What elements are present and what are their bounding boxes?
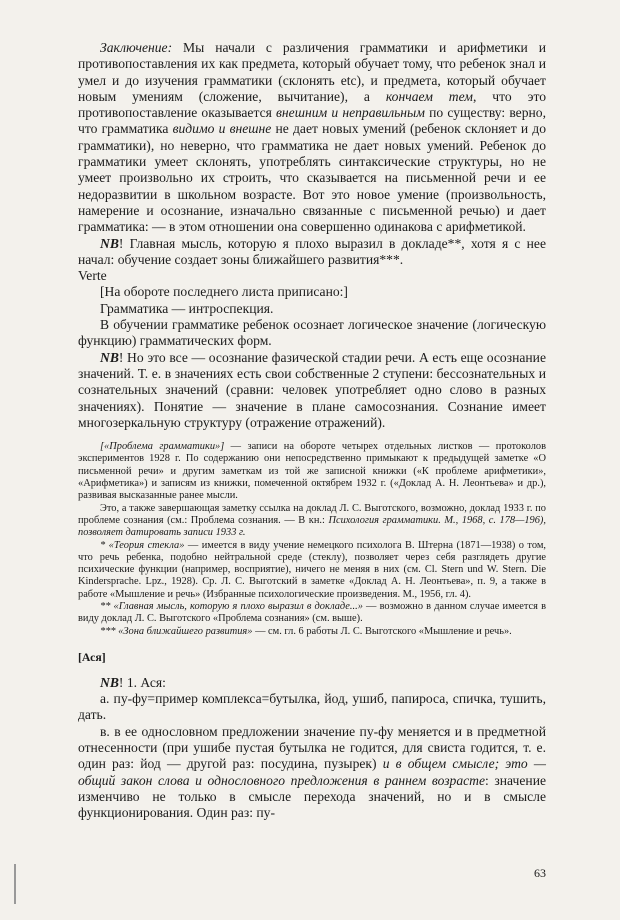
page-body (78, 40, 546, 822)
paragraph-meanings: NB! Но это все — осознание фазической стадии речи. А есть еще осознание значений. Т. е. в значениях есть свои собственные 2 ступени: бессознательных и сознательных значений (сравни: человек употребляет одно слово в разных значениях). Понятие — значение в плане самосознания. Сознание имеет многозеркальную структуру (отражение отражений). (78, 349, 546, 430)
nb-mark: NB (100, 349, 119, 365)
reverse-note: [На обороте последнего листа приписано:] (100, 284, 348, 300)
footnotes (78, 441, 546, 638)
margin-mark (14, 864, 16, 904)
footnote-zone: *** «Зона ближайшего развития» — см. гл. 6 работы Л. С. Выготского «Мышление и речь». (100, 625, 512, 637)
footnote-dating: Это, а также завершающая заметку ссылка на доклад Л. С. Выготского, возможно, доклад 1933 г. по проблеме сознания (см.: Проблема сознания. — В кн.: Психология грамматики. М., 1968, с. 178—196), позволяет датировать записи 1933 г. (78, 502, 546, 539)
page-number: 63 (534, 866, 546, 880)
section-heading: [Ася] (78, 649, 106, 664)
paragraph-logic: В обучении грамматике ребенок осознает логическое значение (логическую функцию) грамматических форм. (78, 317, 546, 349)
footnote-grammar: [«Проблема грамматики»] — записи на обороте четырех отдельных листков — протоколов экспериментов 1928 г. По содержанию они непосредственно примыкают к предыдущей заметке «О письменной речи» и другим заметкам из той же записной книжки («К проблеме арифметики», «Арифметика») и записям из книжки, помеченной октябрем 1932 г. («Доклад А. Н. Леонтьева» и др.), развивая высказанные ранее мысли. (78, 441, 546, 502)
paragraph-main-idea: NB! Главная мысль, которую я плохо выразил в докладе**, хотя я с нее начал: обучение создает зоны ближайшего развития***. (78, 235, 546, 267)
main-text (78, 40, 546, 431)
verte: Verte (78, 268, 107, 284)
grammar-line: Грамматика — интроспекция. (100, 300, 274, 316)
paragraph-conclusion: Заключение: Мы начали с различения грамматики и арифметики и противопоставления их как предмета, который обучает тому, что ребенок знал и умел и до изучения грамматики (склонять etc), и предмета, который обучает новым умениям (сложение, вычитание), а кончаем тем, что это противопоставление оказывается внешним и неправильным по существу: верно, что грамматика видимо и внешне не дает новых умений (ребенок склоняет и до грамматики), но неверно, что грамматика не дает новых умений. Ребенок до грамматики умеет склонять, употреблять синтаксические структуры, но не умеет произвольно их строить, что сказывается на письменной речи и ее недоразвитии в школьном возрасте. Вот это новое умение (произвольность, намерение и осознание, изначально связанные с письменной речью) и дает грамматика: — в этом отношении она совершенно одинакова с арифметикой. (78, 40, 546, 235)
item-a: а. пу-фу=пример комплекса=бутылка, йод, ушиб, папироса, спичка, тушить, дать. (78, 691, 546, 723)
section-asya (78, 675, 546, 822)
footnote-main-idea: ** «Главная мысль, которую я плохо выразил в докладе...» — возможно в данном случае имеется в виду доклад Л. С. Выготского «Проблема сознания» (см. выше). (78, 600, 546, 625)
item-b: в. в ее однословном предложении значение пу-фу меняется и в предметной отнесенности (при ушибе пустая бутылка не годится, для свиста годится, т. е. один раз: йод — другой раз: посудина, пузырек) и в общем смысле; это — общий закон слова и однословного предложения в раннем возрасте: значение изменчиво не только в смысле перехода значений, но и в смысле функционирования. Один раз: пу- (78, 723, 547, 821)
conclusion-label: Заключение: (100, 40, 173, 55)
nb-mark: NB (100, 235, 119, 251)
item-1: NB! 1. Ася: (100, 674, 166, 690)
footnote-glass-theory: * «Теория стекла» — имеется в виду учение немецкого психолога В. Штерна (1871—1938) о том, что речь ребенка, подобно нейтральной среде (стеклу), позволяет через себя разглядеть другие психические функции (например, восприятие), ничего не меняя в них (см. Cl. Stern und W. Stern. Die Kindersprache. Lpz., 1928). Ср. Л. С. Выготский в заметке «Доклад А. Н. Леонтьева», п. 9, а также в работе «Мышление и речь» (Избранные психологические произведения. М., 1956, гл. 4). (78, 539, 546, 600)
nb-mark: NB (100, 674, 119, 690)
